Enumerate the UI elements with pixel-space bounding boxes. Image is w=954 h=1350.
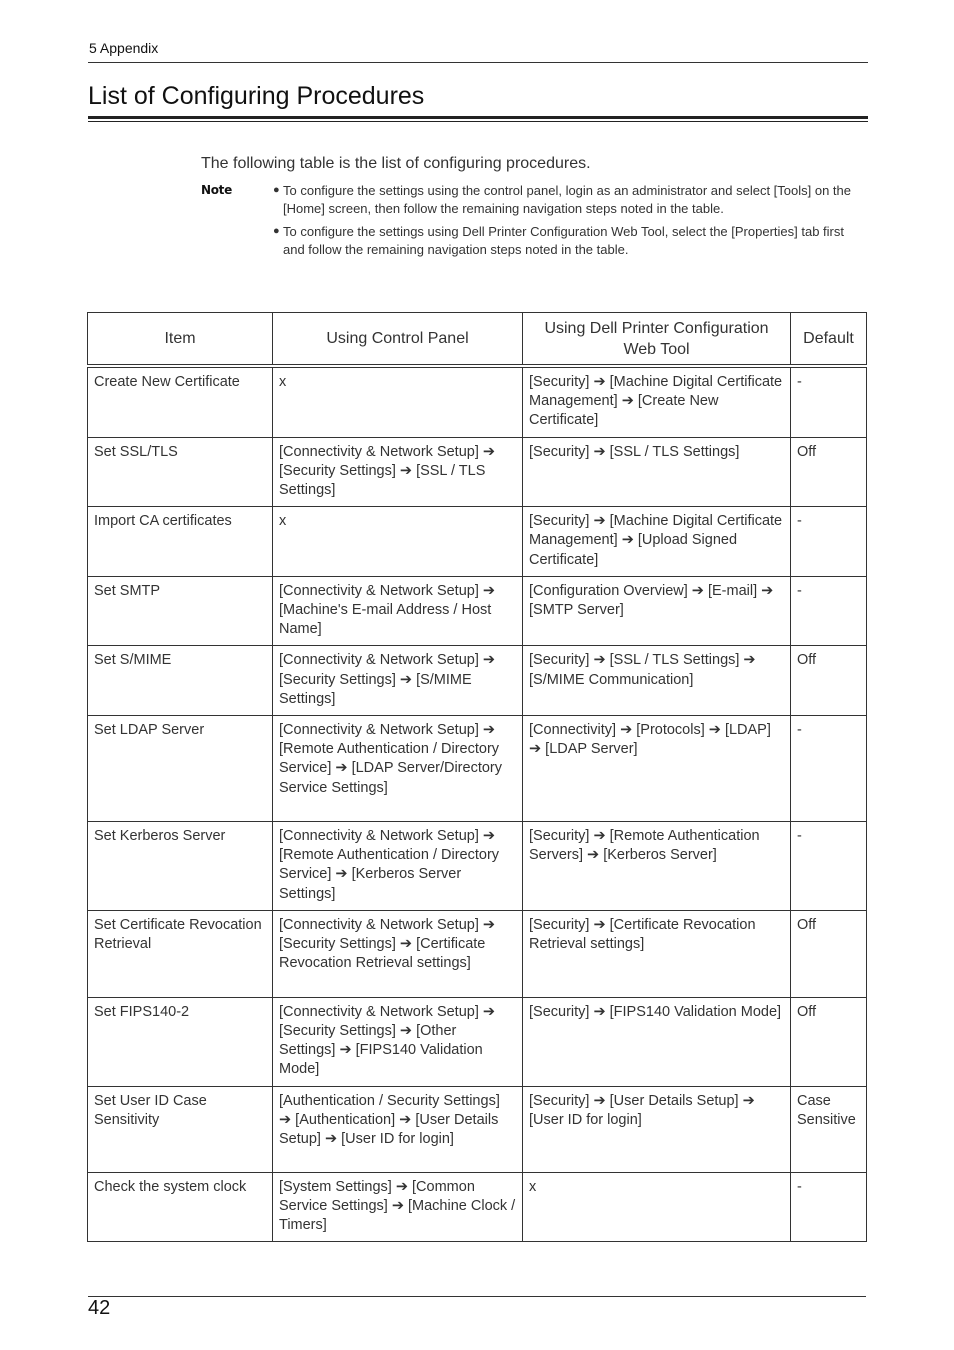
table-header-row	[88, 313, 867, 367]
table-row	[88, 576, 867, 646]
footer-rule	[88, 1296, 866, 1297]
cell-default: Off	[791, 646, 867, 716]
table-row	[88, 366, 867, 437]
cell-item: Set S/MIME	[88, 646, 273, 716]
cell-default: Off	[791, 997, 867, 1086]
cell-web-tool: [Security] ➔ [SSL / TLS Settings]	[523, 437, 791, 507]
procedures-table	[87, 312, 867, 1242]
intro-text: The following table is the list of configuring procedures.	[201, 155, 591, 172]
title-rule-thin	[88, 121, 868, 122]
cell-web-tool: [Security] ➔ [Remote Authentication Servers] ➔ [Kerberos Server]	[523, 822, 791, 911]
cell-web-tool: [Security] ➔ [SSL / TLS Settings] ➔ [S/MIME Communication]	[523, 646, 791, 716]
cell-web-tool: [Security] ➔ [Machine Digital Certificate Management] ➔ [Create New Certificate]	[523, 366, 791, 437]
cell-default: -	[791, 576, 867, 646]
table-row	[88, 1172, 867, 1242]
cell-item: Set SSL/TLS	[88, 437, 273, 507]
table-row	[88, 437, 867, 507]
cell-web-tool: [Security] ➔ [User Details Setup] ➔ [User ID for login]	[523, 1086, 791, 1172]
table-row	[88, 1086, 867, 1172]
note-text: To configure the settings using Dell Printer Configuration Web Tool, select the [Properties] tab first and follow the remaining navigation steps noted in the table.	[283, 224, 844, 257]
cell-control-panel: [Connectivity & Network Setup] ➔ [Security Settings] ➔ [S/MIME Settings]	[273, 646, 523, 716]
cell-default: Off	[791, 437, 867, 507]
cell-item: Check the system clock	[88, 1172, 273, 1242]
title-rule-thick	[88, 116, 868, 119]
note-item	[273, 223, 868, 258]
bullet-icon: ●	[273, 225, 280, 237]
note-list	[273, 182, 868, 264]
cell-control-panel: x	[273, 507, 523, 577]
cell-control-panel: [Connectivity & Network Setup] ➔ [Remote Authentication / Directory Service] ➔ [LDAP Server/Directory Service Settings]	[273, 716, 523, 822]
cell-item: Set LDAP Server	[88, 716, 273, 822]
cell-default: -	[791, 366, 867, 437]
col-header-item: Item	[88, 313, 273, 367]
table-row	[88, 646, 867, 716]
cell-default: Off	[791, 910, 867, 997]
table-row	[88, 507, 867, 577]
table-row	[88, 716, 867, 822]
cell-default: Case Sensitive	[791, 1086, 867, 1172]
col-header-control-panel: Using Control Panel	[273, 313, 523, 367]
table-row	[88, 822, 867, 911]
cell-default: -	[791, 716, 867, 822]
table-row	[88, 997, 867, 1086]
cell-item: Create New Certificate	[88, 366, 273, 437]
cell-control-panel: [System Settings] ➔ [Common Service Settings] ➔ [Machine Clock / Timers]	[273, 1172, 523, 1242]
cell-item: Set Kerberos Server	[88, 822, 273, 911]
cell-item: Set User ID Case Sensitivity	[88, 1086, 273, 1172]
cell-item: Set Certificate Revocation Retrieval	[88, 910, 273, 997]
cell-item: Set FIPS140-2	[88, 997, 273, 1086]
col-header-default: Default	[791, 313, 867, 367]
cell-control-panel: x	[273, 366, 523, 437]
page-number: 42	[88, 1297, 111, 1319]
table-row	[88, 910, 867, 997]
note-text: To configure the settings using the control panel, login as an administrator and select [Tools] on the [Home] screen, then follow the remaining navigation steps noted in the table.	[283, 183, 852, 216]
cell-web-tool: [Security] ➔ [Certificate Revocation Retrieval settings]	[523, 910, 791, 997]
cell-web-tool: [Security] ➔ [FIPS140 Validation Mode]	[523, 997, 791, 1086]
cell-web-tool: [Security] ➔ [Machine Digital Certificate Management] ➔ [Upload Signed Certificate]	[523, 507, 791, 577]
col-header-web-tool: Using Dell Printer Configuration Web Tool	[523, 313, 791, 367]
cell-control-panel: [Connectivity & Network Setup] ➔ [Security Settings] ➔ [SSL / TLS Settings]	[273, 437, 523, 507]
cell-control-panel: [Connectivity & Network Setup] ➔ [Security Settings] ➔ [Certificate Revocation Retrieval settings]	[273, 910, 523, 997]
page-title: List of Configuring Procedures	[88, 82, 425, 110]
cell-control-panel: [Connectivity & Network Setup] ➔ [Security Settings] ➔ [Other Settings] ➔ [FIPS140 Validation Mode]	[273, 997, 523, 1086]
section-label: 5 Appendix	[89, 40, 159, 56]
cell-item: Set SMTP	[88, 576, 273, 646]
cell-item: Import CA certificates	[88, 507, 273, 577]
note-label: Note	[201, 183, 232, 197]
cell-web-tool: [Configuration Overview] ➔ [E-mail] ➔ [SMTP Server]	[523, 576, 791, 646]
bullet-icon: ●	[273, 184, 280, 196]
cell-web-tool: x	[523, 1172, 791, 1242]
cell-control-panel: [Authentication / Security Settings] ➔ [Authentication] ➔ [User Details Setup] ➔ [User ID for login]	[273, 1086, 523, 1172]
cell-default: -	[791, 822, 867, 911]
cell-default: -	[791, 507, 867, 577]
cell-control-panel: [Connectivity & Network Setup] ➔ [Machine's E-mail Address / Host Name]	[273, 576, 523, 646]
cell-default: -	[791, 1172, 867, 1242]
cell-web-tool: [Connectivity] ➔ [Protocols] ➔ [LDAP] ➔ [LDAP Server]	[523, 716, 791, 822]
cell-control-panel: [Connectivity & Network Setup] ➔ [Remote Authentication / Directory Service] ➔ [Kerberos Server Settings]	[273, 822, 523, 911]
note-item	[273, 182, 868, 217]
header-rule	[88, 62, 868, 63]
